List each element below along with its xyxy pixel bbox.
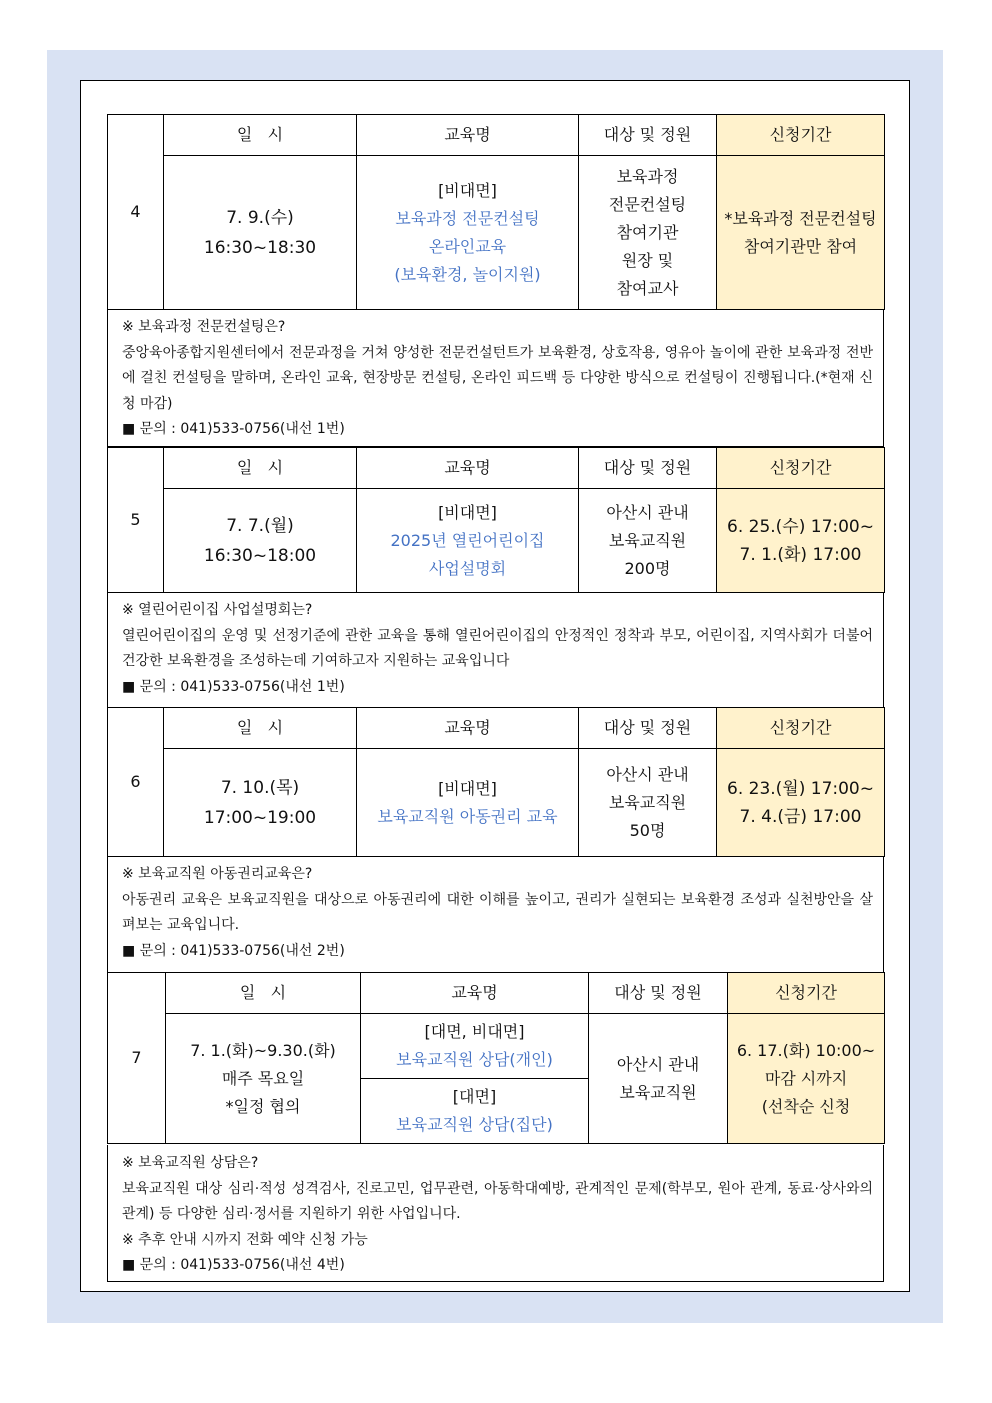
contact-info: ■ 문의 : 041)533-0756(내선 2번) — [122, 942, 345, 959]
program-table-5 — [107, 447, 885, 593]
program-target: 아산시 관내 보육교직원 — [589, 1014, 728, 1144]
program-course: [비대면] 보육교직원 아동권리 교육 — [357, 749, 579, 857]
contact-info: ■ 문의 : 041)533-0756(내선 1번) — [122, 678, 345, 695]
program-note-6 — [107, 856, 884, 973]
program-table-6 — [107, 707, 885, 857]
program-note-4 — [107, 309, 884, 447]
note-body: 중앙육아종합지원센터에서 전문과정을 거쳐 양성한 전문컨설턴트가 보육환경, 상호작용, 영유아 놀이에 관한 보육과정 전반에 걸친 컨설팅을 말하며, 온라인 교육, 현장방문 컨설팅, 온라인 피드백 등 다양한 방식으로 컨설팅이 진행됩니다.(*현재 신청 마감) — [122, 344, 873, 412]
program-target: 아산시 관내 보육교직원 50명 — [579, 749, 717, 857]
note-title: ※ 열린어린이집 사업설명회는? — [122, 602, 313, 618]
note-title: ※ 보육교직원 상담은? — [122, 1155, 259, 1171]
note-title: ※ 보육과정 전문컨설팅은? — [122, 319, 286, 335]
program-note-5 — [107, 592, 884, 708]
program-apply-period: 6. 23.(월) 17:00~ 7. 4.(금) 17:00 — [717, 749, 885, 857]
header-target: 대상 및 정원 — [579, 708, 717, 749]
header-course: 교육명 — [361, 973, 589, 1014]
contact-info: ■ 문의 : 041)533-0756(내선 4번) — [122, 1257, 345, 1273]
header-apply: 신청기간 — [728, 973, 885, 1014]
program-course-group: [대면] 보육교직원 상담(집단) — [361, 1079, 589, 1144]
header-course: 교육명 — [357, 115, 579, 156]
header-apply: 신청기간 — [717, 708, 885, 749]
note-body: 보육교직원 대상 심리·적성 성격검사, 진로고민, 업무관련, 아동학대예방, 관계적인 문제(학부모, 원아 관계, 동료·상사와의 관계) 등 다양한 심리·정서를 지원하기 위한 사업입니다. — [122, 1180, 873, 1222]
program-table-7 — [107, 972, 885, 1144]
header-target: 대상 및 정원 — [579, 448, 717, 489]
program-date: 7. 10.(목) 17:00~19:00 — [164, 749, 357, 857]
contact-info: ■ 문의 : 041)533-0756(내선 1번) — [122, 421, 345, 437]
program-apply-period: 6. 25.(수) 17:00~ 7. 1.(화) 17:00 — [717, 489, 885, 593]
program-table-4 — [107, 114, 885, 310]
header-target: 대상 및 정원 — [589, 973, 728, 1014]
program-number: 7 — [108, 973, 166, 1144]
program-apply-period: *보육과정 전문컨설팅 참여기관만 참여 — [717, 156, 885, 310]
program-course: [비대면] 2025년 열린어린이집 사업설명회 — [357, 489, 579, 593]
header-datetime: 일 시 — [166, 973, 361, 1014]
header-datetime: 일 시 — [164, 708, 357, 749]
note-body: 열린어린이집의 운영 및 선정기준에 관한 교육을 통해 열린어린이집의 안정적인 정착과 부모, 어린이집, 지역사회가 더불어 건강한 보육환경을 조성하는데 기여하고자 지원하는 교육입니다 — [122, 627, 873, 669]
header-datetime: 일 시 — [164, 448, 357, 489]
header-apply: 신청기간 — [717, 448, 885, 489]
program-target: 보육과정 전문컨설팅 참여기관 원장 및 참여교사 — [579, 156, 717, 310]
program-course: [비대면] 보육과정 전문컨설팅 온라인교육 (보육환경, 놀이지원) — [357, 156, 579, 310]
header-apply: 신청기간 — [717, 115, 885, 156]
program-number: 5 — [108, 448, 164, 593]
note-extra: ※ 추후 안내 시까지 전화 예약 신청 가능 — [122, 1231, 368, 1248]
program-date: 7. 9.(수) 16:30~18:30 — [164, 156, 357, 310]
program-number: 4 — [108, 115, 164, 310]
program-number: 6 — [108, 708, 164, 857]
program-apply-period: 6. 17.(화) 10:00~ 마감 시까지 (선착순 신청 — [728, 1014, 885, 1144]
note-body: 아동권리 교육은 보육교직원을 대상으로 아동권리에 대한 이해를 높이고, 권리가 실현되는 보육환경 조성과 실천방안을 살펴보는 교육입니다. — [122, 891, 873, 933]
program-date: 7. 7.(월) 16:30~18:00 — [164, 489, 357, 593]
header-course: 교육명 — [357, 448, 579, 489]
program-target: 아산시 관내 보육교직원 200명 — [579, 489, 717, 593]
header-datetime: 일 시 — [164, 115, 357, 156]
program-course-individual: [대면, 비대면] 보육교직원 상담(개인) — [361, 1014, 589, 1079]
note-title: ※ 보육교직원 아동권리교육은? — [122, 866, 313, 882]
header-target: 대상 및 정원 — [579, 115, 717, 156]
header-course: 교육명 — [357, 708, 579, 749]
program-note-7 — [107, 1145, 884, 1282]
program-date: 7. 1.(화)~9.30.(화) 매주 목요일 *일정 협의 — [166, 1014, 361, 1144]
